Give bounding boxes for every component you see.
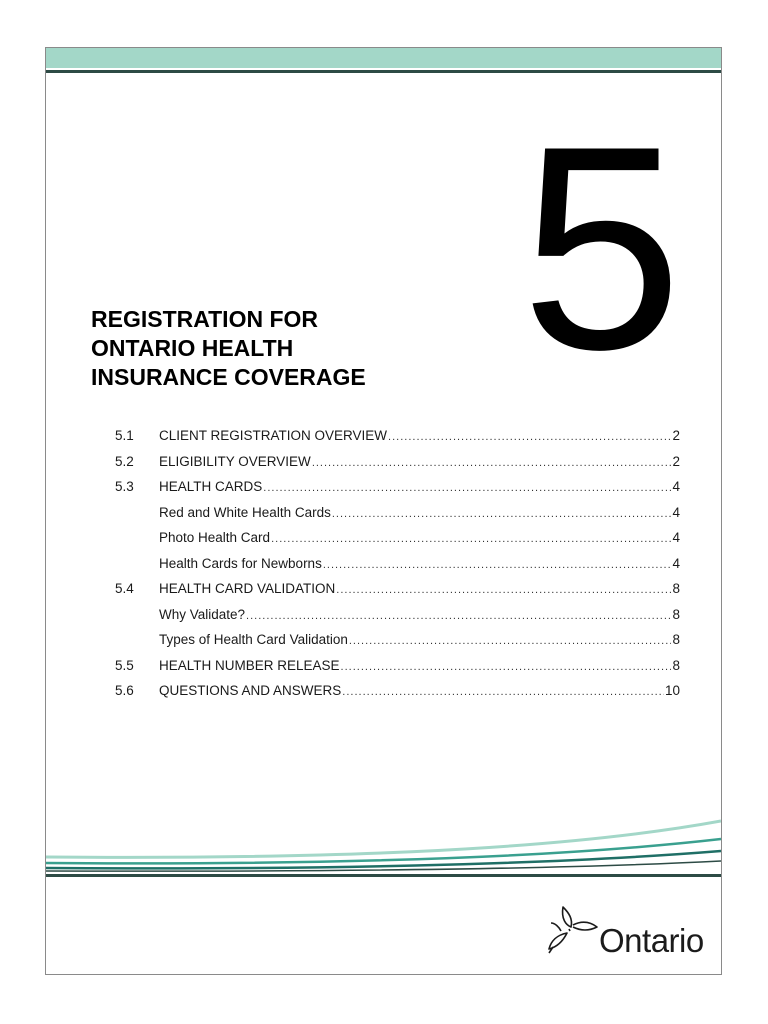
toc-page-number: 4 [672,555,680,571]
toc-dot-leader [263,476,671,500]
toc-entry-title: QUESTIONS AND ANSWERS [159,683,342,698]
ontario-logo [539,903,719,965]
toc-dot-leader [312,451,672,475]
toc-dot-leader [388,425,671,449]
toc-entry[interactable] [115,500,680,526]
toc-page-number: 2 [672,428,680,443]
toc-entry-title: Types of Health Card Validation [159,632,348,647]
toc-page-number: 4 [672,504,680,520]
table-of-contents [115,423,680,704]
document-page [45,47,722,975]
header-band [46,48,721,68]
toc-entry-title: HEALTH CARD VALIDATION [159,581,336,596]
ontario-wordmark: Ontario [599,922,704,959]
toc-entry[interactable] [115,653,680,679]
toc-entry[interactable] [115,602,680,628]
trillium-icon [539,903,601,965]
toc-entry[interactable] [115,627,680,653]
toc-dot-leader [349,629,672,653]
toc-entry[interactable] [115,576,680,602]
footer-rule [46,874,721,877]
toc-dot-leader [323,553,672,577]
toc-page-number: 8 [672,657,680,673]
toc-dot-leader [336,578,671,602]
toc-section-number: 5.4 [115,581,134,596]
toc-section-number: 5.2 [115,453,134,469]
toc-dot-leader [332,502,672,526]
chapter-title-line: ONTARIO HEALTH [91,335,294,361]
toc-entry[interactable] [115,423,680,449]
toc-dot-leader [341,655,672,679]
toc-page-number: 10 [664,683,680,698]
toc-entry[interactable] [115,551,680,577]
toc-entry[interactable] [115,678,680,704]
toc-section-number: 5.3 [115,479,134,494]
chapter-title-line: REGISTRATION FOR [91,306,319,332]
toc-entry-title: Photo Health Card [159,530,271,545]
toc-entry[interactable] [115,474,680,500]
toc-page-number: 8 [672,581,680,596]
header-rule [46,70,721,73]
toc-page-number: 2 [672,453,680,469]
toc-section-number: 5.6 [115,683,134,698]
chapter-number: 5 [521,86,679,410]
toc-entry[interactable] [115,449,680,475]
toc-section-number: 5.5 [115,657,134,673]
chapter-title-line: INSURANCE COVERAGE [91,364,366,390]
toc-entry-title: Red and White Health Cards [159,504,331,520]
toc-page-number: 8 [672,632,680,647]
toc-page-number: 8 [672,606,680,622]
toc-entry-title: Why Validate? [159,606,246,622]
toc-section-number: 5.1 [115,428,134,443]
toc-entry-title: CLIENT REGISTRATION OVERVIEW [159,428,388,443]
toc-entry-title: ELIGIBILITY OVERVIEW [159,453,311,469]
toc-dot-leader [342,680,664,704]
toc-entry[interactable] [115,525,680,551]
toc-entry-title: HEALTH NUMBER RELEASE [159,657,340,673]
toc-dot-leader [271,527,671,551]
decorative-swoosh [46,813,721,883]
chapter-title [91,305,471,392]
toc-entry-title: HEALTH CARDS [159,479,263,494]
toc-page-number: 4 [672,530,680,545]
toc-page-number: 4 [672,479,680,494]
toc-dot-leader [246,604,671,628]
toc-entry-title: Health Cards for Newborns [159,555,322,571]
